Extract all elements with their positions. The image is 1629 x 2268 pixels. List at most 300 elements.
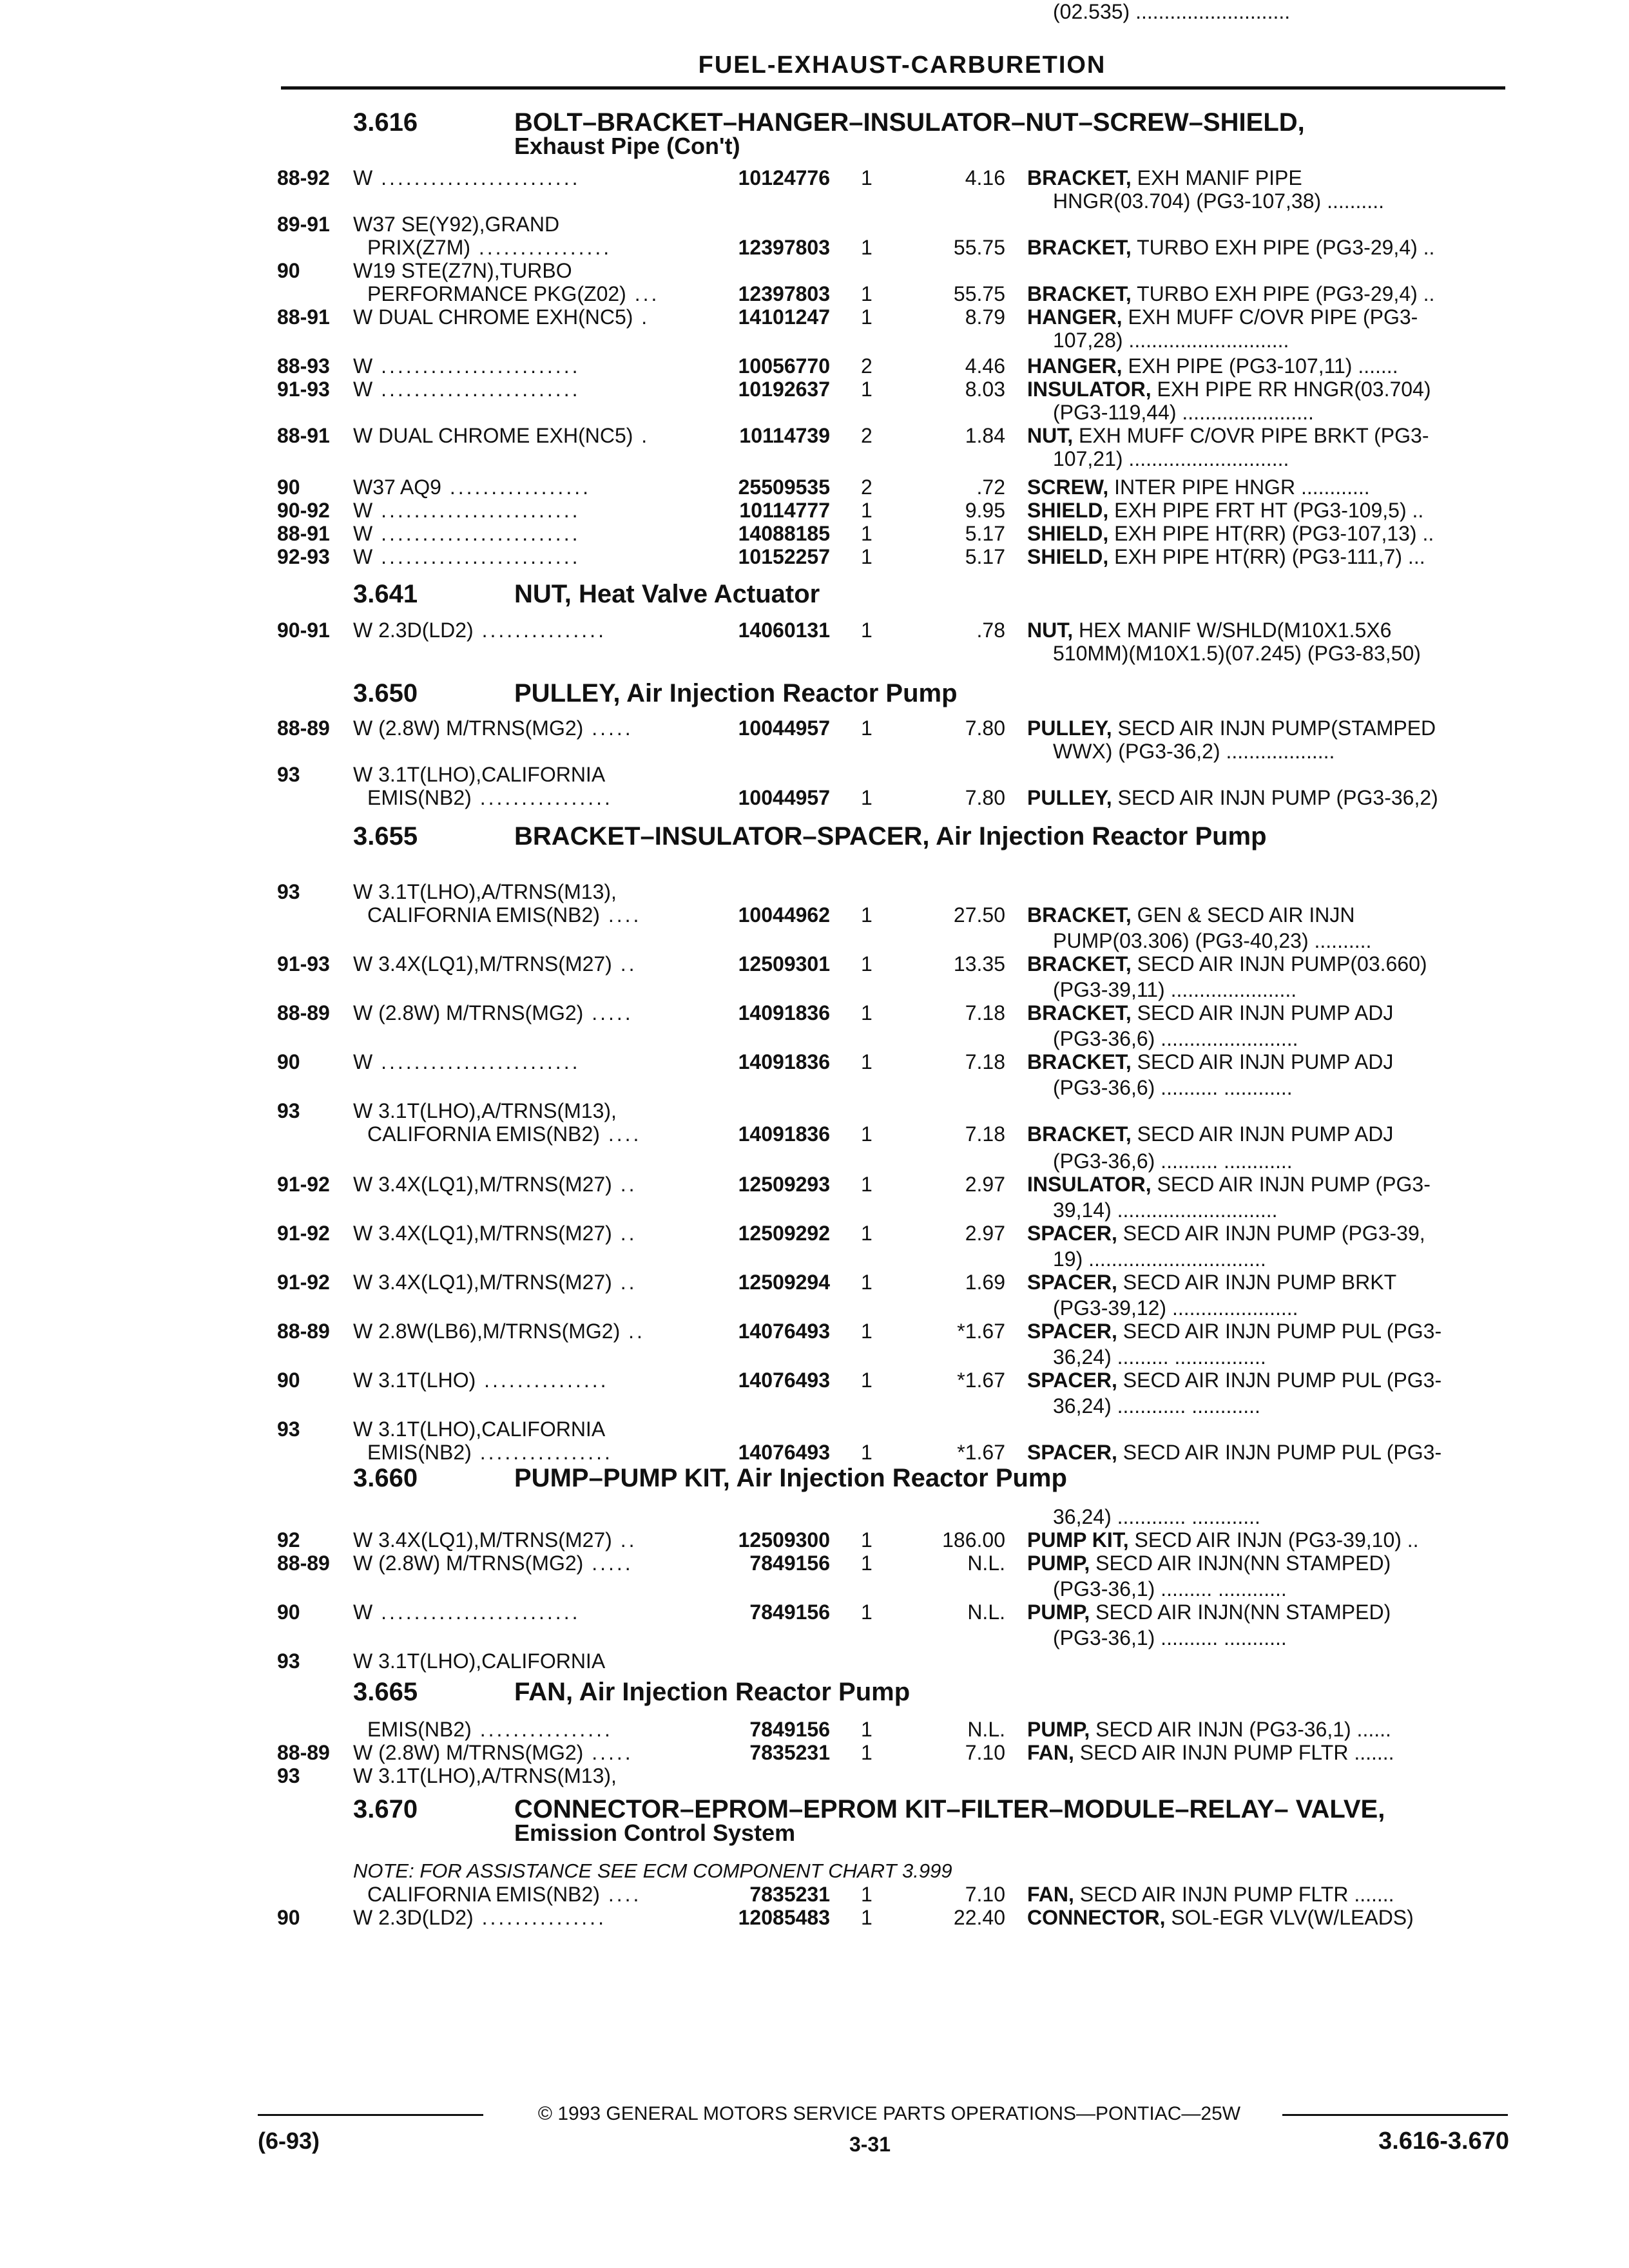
model-text: W 2.8W(LB6),M/TRNS(MG2): [353, 1320, 621, 1343]
quantity: 1: [861, 499, 872, 522]
model-application: [353, 213, 559, 236]
part-detail: SECD AIR INJN(NN STAMPED): [1090, 1600, 1391, 1624]
price: .78: [976, 619, 1005, 642]
model-application: [367, 236, 612, 259]
model-text: EMIS(NB2): [367, 1441, 472, 1464]
model-text: W (2.8W) M/TRNS(MG2): [353, 1001, 584, 1024]
part-description: [1053, 1626, 1287, 1649]
year-range: 91-93: [277, 378, 330, 401]
part-description: [1053, 642, 1421, 665]
year-range: 88-89: [277, 1001, 330, 1024]
price: 4.46: [965, 354, 1005, 378]
quantity: 1: [861, 305, 872, 329]
part-detail: SECD AIR INJN (PG3-36,1) ......: [1090, 1718, 1391, 1741]
part-name: SPACER,: [1027, 1369, 1117, 1392]
price: 2.97: [965, 1222, 1005, 1245]
part-name: PUMP,: [1027, 1718, 1090, 1741]
part-name: SPACER,: [1027, 1222, 1117, 1245]
year-range: 93: [277, 763, 300, 786]
model-application: [353, 1099, 617, 1122]
part-name: BRACKET,: [1027, 1050, 1132, 1073]
part-number: 12509301: [738, 952, 830, 975]
section-number: 3.670: [353, 1795, 418, 1823]
price: 1.84: [965, 424, 1005, 447]
year-range: 90: [277, 1050, 300, 1073]
part-description: [1027, 1122, 1393, 1146]
part-detail: TURBO EXH PIPE (PG3-29,4) ..: [1131, 282, 1435, 305]
part-number: 10044962: [738, 903, 830, 927]
year-range: 88-89: [277, 1741, 330, 1764]
section-title: BOLT–BRACKET–HANGER–INSULATOR–NUT–SCREW–SHIELD,: [514, 108, 1305, 137]
part-description: [1053, 1296, 1298, 1320]
part-description: [1053, 1149, 1293, 1173]
part-detail: GEN & SECD AIR INJN: [1131, 903, 1355, 927]
section-title: NUT, Heat Valve Actuator: [514, 580, 820, 608]
part-description: [1053, 929, 1371, 952]
part-name: FAN,: [1027, 1741, 1074, 1764]
part-name: BRACKET,: [1027, 952, 1132, 975]
leader-dots: ........................: [372, 545, 581, 568]
model-application: [353, 952, 637, 975]
year-range: 90-92: [277, 499, 330, 522]
year-range: 91-92: [277, 1222, 330, 1245]
model-text: W: [353, 354, 373, 378]
price: 186.00: [942, 1528, 1005, 1552]
part-detail: 39,14) ............................: [1053, 1198, 1278, 1222]
year-range: 93: [277, 880, 300, 903]
price: N.L.: [967, 1600, 1005, 1624]
part-description: [1027, 354, 1398, 378]
section-number: 3.660: [353, 1464, 418, 1492]
model-application: [353, 1173, 637, 1196]
part-description: [1027, 166, 1302, 189]
price: 22.40: [953, 1906, 1005, 1929]
part-detail: (PG3-36,6) .......... ............: [1053, 1076, 1293, 1099]
year-range: 88-91: [277, 424, 330, 447]
model-application: [367, 1122, 641, 1146]
part-description: [1027, 282, 1434, 305]
part-description: [1053, 401, 1314, 424]
model-application: [353, 1649, 605, 1673]
part-detail: (PG3-36,1) ......... ............: [1053, 1577, 1287, 1600]
price: 27.50: [953, 903, 1005, 927]
leader-dots: ........................: [372, 354, 581, 378]
price: *1.67: [957, 1369, 1005, 1392]
section-title: BRACKET–INSULATOR–SPACER, Air Injection Reactor Pump: [514, 822, 1267, 850]
part-description: [1027, 1222, 1425, 1245]
part-number: 10192637: [738, 378, 830, 401]
part-name: SPACER,: [1027, 1441, 1117, 1464]
quantity: 1: [861, 1552, 872, 1575]
model-application: [353, 1050, 580, 1073]
model-text: W 2.3D(LD2): [353, 1906, 474, 1929]
part-detail: 36,24) ......... ................: [1053, 1345, 1266, 1369]
leader-dots: ..: [612, 1271, 637, 1294]
part-name: FAN,: [1027, 1883, 1074, 1906]
part-detail: 36,24) ............ ............: [1053, 1505, 1260, 1528]
part-name: BRACKET,: [1027, 166, 1132, 189]
leader-dots: ...............: [473, 1906, 606, 1929]
model-application: [353, 476, 591, 499]
part-description: [1053, 1198, 1278, 1222]
model-text: W 3.1T(LHO),A/TRNS(M13),: [353, 1099, 617, 1122]
part-description: [1027, 424, 1429, 447]
leader-dots: .....: [583, 1552, 633, 1575]
quantity: 1: [861, 1173, 872, 1196]
model-application: [367, 1883, 641, 1906]
quantity: 1: [861, 166, 872, 189]
part-description: [1027, 1441, 1441, 1464]
part-description: [1027, 903, 1355, 927]
part-detail: SOL-EGR VLV(W/LEADS): [1165, 1906, 1414, 1929]
part-name: BRACKET,: [1027, 1122, 1132, 1146]
part-detail: SECD AIR INJN PUMP FLTR .......: [1074, 1741, 1394, 1764]
part-detail: EXH PIPE RR HNGR(03.704): [1151, 378, 1431, 401]
price: 8.03: [965, 378, 1005, 401]
model-text: W 3.1T(LHO),CALIFORNIA: [353, 1418, 606, 1441]
leader-dots: ........................: [372, 522, 581, 545]
part-number: 10152257: [738, 545, 830, 568]
section-title: PULLEY, Air Injection Reactor Pump: [514, 679, 958, 707]
section-subtitle: Exhaust Pipe (Con't): [514, 133, 740, 159]
leader-dots: ...............: [476, 1369, 609, 1392]
year-range: 93: [277, 1099, 300, 1122]
year-range: 93: [277, 1649, 300, 1673]
model-text: W DUAL CHROME EXH(NC5): [353, 305, 633, 329]
part-detail: EXH PIPE FRT HT (PG3-109,5) ..: [1108, 499, 1424, 522]
section-number: 3.641: [353, 580, 418, 608]
year-range: 90: [277, 1906, 300, 1929]
leader-dots: ........................: [372, 499, 581, 522]
part-name: BRACKET,: [1027, 282, 1132, 305]
model-text: W 3.1T(LHO),A/TRNS(M13),: [353, 1764, 617, 1787]
part-description: [1027, 1600, 1391, 1624]
part-detail: EXH PIPE HT(RR) (PG3-107,13) ..: [1108, 522, 1434, 545]
price: 7.80: [965, 716, 1005, 740]
leader-dots: ........................: [372, 1050, 581, 1073]
part-description: [1027, 952, 1427, 975]
part-detail: SECD AIR INJN PUMP (PG3-36,2): [1112, 786, 1438, 809]
leader-dots: ................: [471, 1718, 613, 1741]
leader-dots: ........................: [372, 1600, 581, 1624]
leader-dots: ................: [471, 786, 613, 809]
part-description: [1027, 1369, 1441, 1392]
part-name: INSULATOR,: [1027, 1173, 1152, 1196]
model-application: [353, 1741, 633, 1764]
model-application: [353, 354, 580, 378]
leader-dots: ....: [599, 1122, 642, 1146]
part-detail: (PG3-119,44) .......................: [1053, 401, 1314, 424]
year-range: 91-93: [277, 952, 330, 975]
part-number: 12509293: [738, 1173, 830, 1196]
part-description: [1053, 1027, 1298, 1050]
model-text: W37 SE(Y92),GRAND: [353, 213, 560, 236]
part-number: 14076493: [738, 1441, 830, 1464]
quantity: 1: [861, 1050, 872, 1073]
part-number: 12397803: [738, 236, 830, 259]
model-application: [353, 1271, 637, 1294]
model-application: [353, 1369, 608, 1392]
model-text: W37 AQ9: [353, 476, 441, 499]
model-text: W 3.1T(LHO),A/TRNS(M13),: [353, 880, 617, 903]
part-number: 12509300: [738, 1528, 830, 1552]
part-detail: SECD AIR INJN PUMP FLTR .......: [1074, 1883, 1394, 1906]
section-title: FAN, Air Injection Reactor Pump: [514, 1678, 911, 1706]
part-detail: HNGR(03.704) (PG3-107,38) ..........: [1053, 189, 1384, 213]
part-detail: SECD AIR INJN PUMP ADJ: [1131, 1050, 1394, 1073]
model-text: W: [353, 522, 373, 545]
part-name: HANGER,: [1027, 354, 1123, 378]
part-description: [1027, 236, 1434, 259]
part-detail: INTER PIPE HNGR ............: [1108, 476, 1370, 499]
section-title: PUMP–PUMP KIT, Air Injection Reactor Pump: [514, 1464, 1067, 1492]
price: 5.17: [965, 522, 1005, 545]
quantity: 1: [861, 378, 872, 401]
year-range: 93: [277, 1418, 300, 1441]
price: 7.80: [965, 786, 1005, 809]
part-detail: SECD AIR INJN PUMP ADJ: [1131, 1122, 1394, 1146]
price: 2.97: [965, 1173, 1005, 1196]
model-application: [353, 1001, 633, 1024]
price: N.L.: [967, 1718, 1005, 1741]
part-name: INSULATOR,: [1027, 378, 1152, 401]
year-range: 88-89: [277, 716, 330, 740]
model-text: W: [353, 545, 373, 568]
model-text: W19 STE(Z7N),TURBO: [353, 259, 572, 282]
model-text: CALIFORNIA EMIS(NB2): [367, 1122, 600, 1146]
quantity: 1: [861, 236, 872, 259]
section-subtitle: Emission Control System: [514, 1820, 796, 1846]
part-detail: TURBO EXH PIPE (PG3-29,4) ..: [1131, 236, 1435, 259]
quantity: 1: [861, 1906, 872, 1929]
model-application: [353, 1552, 633, 1575]
part-number: 10114739: [739, 424, 830, 447]
part-description: [1053, 189, 1384, 213]
part-description: [1053, 978, 1296, 1001]
model-text: PERFORMANCE PKG(Z02): [367, 282, 626, 305]
model-application: [353, 499, 580, 522]
model-text: W: [353, 1050, 373, 1073]
part-description: [1053, 447, 1289, 470]
year-range: 92-93: [277, 545, 330, 568]
leader-dots: ....: [599, 903, 642, 927]
price: 55.75: [953, 282, 1005, 305]
leader-dots: ................: [471, 1441, 613, 1464]
part-detail: WWX) (PG3-36,2) ...................: [1053, 740, 1335, 763]
part-detail: (02.535) ...........................: [1053, 0, 1291, 23]
quantity: 1: [861, 1122, 872, 1146]
part-detail: SECD AIR INJN(NN STAMPED): [1090, 1552, 1391, 1575]
part-name: SHIELD,: [1027, 522, 1109, 545]
quantity: 2: [861, 476, 872, 499]
leader-dots: .: [633, 424, 650, 447]
part-detail: 19) ...............................: [1053, 1247, 1266, 1271]
part-description: [1053, 1505, 1260, 1528]
part-number: 10114777: [739, 499, 830, 522]
part-number: 14088185: [738, 522, 830, 545]
part-name: NUT,: [1027, 619, 1074, 642]
part-detail: SECD AIR INJN PUMP(STAMPED: [1112, 716, 1436, 740]
model-text: W: [353, 166, 373, 189]
year-range: 90-91: [277, 619, 330, 642]
header-rule: [281, 86, 1505, 90]
part-detail: 36,24) ............ ............: [1053, 1394, 1260, 1418]
model-text: CALIFORNIA EMIS(NB2): [367, 903, 600, 927]
section-number: 3.616: [353, 108, 418, 137]
model-application: [353, 1528, 637, 1552]
part-detail: (PG3-39,12) ......................: [1053, 1296, 1298, 1320]
price: 7.18: [965, 1122, 1005, 1146]
year-range: 88-89: [277, 1552, 330, 1575]
part-detail: EXH MUFF C/OVR PIPE (PG3-: [1122, 305, 1418, 329]
part-detail: SECD AIR INJN PUMP ADJ: [1131, 1001, 1394, 1024]
leader-dots: ................: [470, 236, 612, 259]
part-number: 10044957: [738, 716, 830, 740]
model-text: EMIS(NB2): [367, 1718, 472, 1741]
part-number: 10056770: [738, 354, 830, 378]
price: 7.18: [965, 1050, 1005, 1073]
model-text: W 2.3D(LD2): [353, 619, 474, 642]
quantity: 2: [861, 424, 872, 447]
model-text: W: [353, 378, 373, 401]
part-detail: EXH PIPE (PG3-107,11) .......: [1122, 354, 1398, 378]
leader-dots: ...............: [473, 619, 606, 642]
price: 9.95: [965, 499, 1005, 522]
model-application: [353, 305, 650, 329]
part-description: [1053, 1247, 1266, 1271]
quantity: 1: [861, 619, 872, 642]
part-detail: (PG3-36,6) ........................: [1053, 1027, 1298, 1050]
part-number: 14091836: [738, 1001, 830, 1024]
model-application: [367, 1718, 613, 1741]
part-description: [1027, 716, 1436, 740]
price: 4.16: [965, 166, 1005, 189]
part-description: [1027, 1883, 1394, 1906]
model-text: W: [353, 499, 373, 522]
part-description: [1053, 1076, 1293, 1099]
model-application: [353, 1764, 617, 1787]
year-range: 90: [277, 259, 300, 282]
footer-section-range: 3.616-3.670: [1378, 2128, 1509, 2155]
quantity: 1: [861, 1600, 872, 1624]
part-detail: SECD AIR INJN PUMP(03.660): [1131, 952, 1427, 975]
part-name: HANGER,: [1027, 305, 1123, 329]
part-detail: EXH MUFF C/OVR PIPE BRKT (PG3-: [1073, 424, 1429, 447]
model-text: W 3.4X(LQ1),M/TRNS(M27): [353, 952, 612, 975]
model-application: [353, 1320, 645, 1343]
part-number: 14101247: [738, 305, 830, 329]
part-number: 7835231: [749, 1883, 830, 1906]
quantity: 1: [861, 522, 872, 545]
part-name: SPACER,: [1027, 1320, 1117, 1343]
section-number: 3.655: [353, 822, 418, 850]
model-application: [353, 424, 650, 447]
model-text: W 3.4X(LQ1),M/TRNS(M27): [353, 1222, 612, 1245]
part-number: 10044957: [738, 786, 830, 809]
model-text: W 3.1T(LHO),CALIFORNIA: [353, 763, 606, 786]
model-text: PRIX(Z7M): [367, 236, 470, 259]
part-description: [1027, 786, 1438, 809]
part-description: [1053, 0, 1290, 23]
footer-date: (6-93): [258, 2128, 320, 2154]
leader-dots: ..: [612, 1173, 637, 1196]
quantity: 1: [861, 1883, 872, 1906]
part-description: [1027, 476, 1370, 499]
part-description: [1053, 740, 1335, 763]
leader-dots: ..: [612, 1528, 637, 1552]
model-application: [353, 545, 580, 568]
quantity: 1: [861, 282, 872, 305]
year-range: 88-92: [277, 166, 330, 189]
part-number: 7849156: [749, 1600, 830, 1624]
model-text: W (2.8W) M/TRNS(MG2): [353, 1552, 584, 1575]
quantity: 1: [861, 1222, 872, 1245]
model-application: [353, 378, 580, 401]
part-number: 12397803: [738, 282, 830, 305]
model-text: W 3.1T(LHO): [353, 1369, 476, 1392]
part-name: NUT,: [1027, 424, 1074, 447]
model-application: [353, 619, 606, 642]
part-detail: EXH MANIF PIPE: [1131, 166, 1302, 189]
part-name: BRACKET,: [1027, 236, 1132, 259]
quantity: 1: [861, 545, 872, 568]
part-name: BRACKET,: [1027, 1001, 1132, 1024]
part-detail: 107,21) ............................: [1053, 447, 1289, 470]
part-description: [1053, 1577, 1287, 1600]
model-application: [367, 282, 659, 305]
model-text: W DUAL CHROME EXH(NC5): [353, 424, 633, 447]
leader-dots: ...: [626, 282, 660, 305]
leader-dots: ..: [620, 1320, 645, 1343]
quantity: 1: [861, 952, 872, 975]
part-detail: (PG3-39,11) ......................: [1053, 978, 1297, 1001]
part-description: [1027, 1718, 1391, 1741]
part-description: [1027, 522, 1434, 545]
part-name: BRACKET,: [1027, 903, 1132, 927]
part-description: [1027, 619, 1391, 642]
model-application: [353, 1418, 605, 1441]
part-number: 14076493: [738, 1320, 830, 1343]
part-detail: (PG3-36,1) .......... ...........: [1053, 1626, 1287, 1649]
model-application: [353, 716, 633, 740]
footer-copyright: © 1993 GENERAL MOTORS SERVICE PARTS OPERATIONS—PONTIAC—25W: [537, 2103, 1241, 2124]
footer-page-number: 3-31: [849, 2133, 891, 2156]
part-number: 7835231: [749, 1741, 830, 1764]
part-description: [1027, 1528, 1419, 1552]
quantity: 1: [861, 716, 872, 740]
part-description: [1027, 545, 1425, 568]
part-number: 12085483: [738, 1906, 830, 1929]
part-detail: SECD AIR INJN PUMP (PG3-: [1151, 1173, 1431, 1196]
leader-dots: ..: [612, 952, 637, 975]
part-description: [1027, 1050, 1393, 1073]
part-number: 12509292: [738, 1222, 830, 1245]
quantity: 1: [861, 903, 872, 927]
model-text: W 3.4X(LQ1),M/TRNS(M27): [353, 1528, 612, 1552]
model-application: [353, 763, 605, 786]
quantity: 1: [861, 1741, 872, 1764]
part-description: [1027, 1271, 1396, 1294]
price: 13.35: [953, 952, 1005, 975]
year-range: 88-91: [277, 305, 330, 329]
part-detail: SECD AIR INJN PUMP (PG3-39,: [1117, 1222, 1425, 1245]
section-title: CONNECTOR–EPROM–EPROM KIT–FILTER–MODULE–RELAY– VALVE,: [514, 1795, 1385, 1823]
quantity: 1: [861, 1441, 872, 1464]
part-detail: 107,28) ............................: [1053, 329, 1289, 352]
year-range: 91-92: [277, 1271, 330, 1294]
quantity: 1: [861, 1320, 872, 1343]
part-description: [1053, 329, 1289, 352]
